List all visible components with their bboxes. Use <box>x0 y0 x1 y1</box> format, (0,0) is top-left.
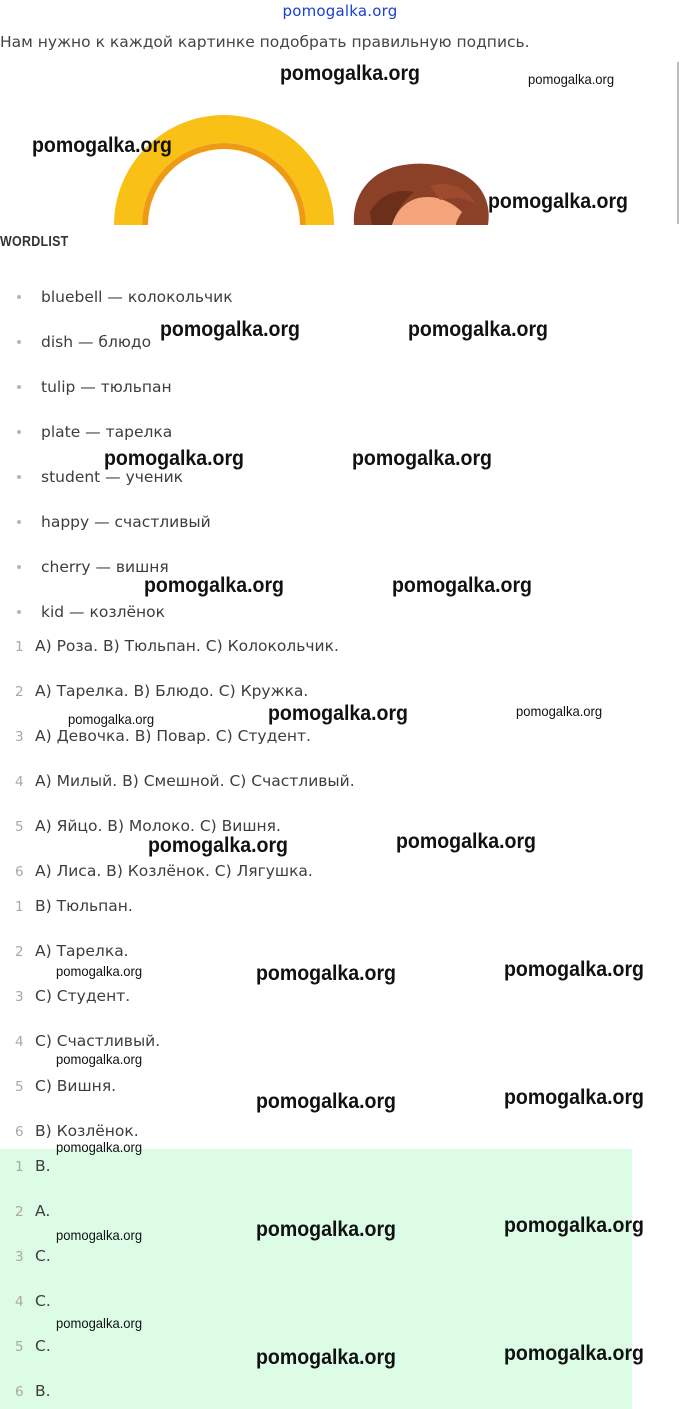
watermark: pomogalka.org <box>504 1086 644 1109</box>
watermark: pomogalka.org <box>256 962 396 985</box>
watermark: pomogalka.org <box>256 1218 396 1241</box>
watermark: pomogalka.org <box>56 1051 143 1067</box>
watermark: pomogalka.org <box>488 190 628 213</box>
watermark: pomogalka.org <box>56 1227 143 1243</box>
bullet-icon <box>17 610 21 614</box>
bullet-icon <box>17 520 21 524</box>
site-title-link[interactable]: pomogalka.org <box>282 2 398 20</box>
watermark: pomogalka.org <box>516 703 603 719</box>
watermark: pomogalka.org <box>408 318 548 341</box>
bullet-icon <box>17 340 21 344</box>
watermark: pomogalka.org <box>32 134 172 157</box>
watermark: pomogalka.org <box>144 574 284 597</box>
watermark: pomogalka.org <box>56 963 143 979</box>
bullet-icon <box>17 385 21 389</box>
watermark: pomogalka.org <box>56 1315 143 1331</box>
watermark: pomogalka.org <box>160 318 300 341</box>
watermark: pomogalka.org <box>396 830 536 853</box>
watermark: pomogalka.org <box>528 71 615 87</box>
right-border-line <box>677 62 679 224</box>
watermark: pomogalka.org <box>352 447 492 470</box>
watermark: pomogalka.org <box>256 1090 396 1113</box>
watermark: pomogalka.org <box>104 447 244 470</box>
watermark: pomogalka.org <box>280 62 420 85</box>
watermark: pomogalka.org <box>56 1139 143 1155</box>
watermark: pomogalka.org <box>68 711 155 727</box>
watermark: pomogalka.org <box>504 1214 644 1237</box>
watermark: pomogalka.org <box>148 834 288 857</box>
intro-text: Нам нужно к каждой картинке подобрать правильную подпись. <box>0 33 530 51</box>
bullet-icon <box>17 295 21 299</box>
answers-highlight <box>0 1149 632 1409</box>
watermark: pomogalka.org <box>504 1342 644 1365</box>
bullet-icon <box>17 475 21 479</box>
watermark: pomogalka.org <box>504 958 644 981</box>
wordlist-title: WORDLIST <box>0 234 69 250</box>
bullet-icon <box>17 565 21 569</box>
watermark: pomogalka.org <box>392 574 532 597</box>
watermark: pomogalka.org <box>268 702 408 725</box>
watermark: pomogalka.org <box>256 1346 396 1369</box>
bullet-icon <box>17 430 21 434</box>
